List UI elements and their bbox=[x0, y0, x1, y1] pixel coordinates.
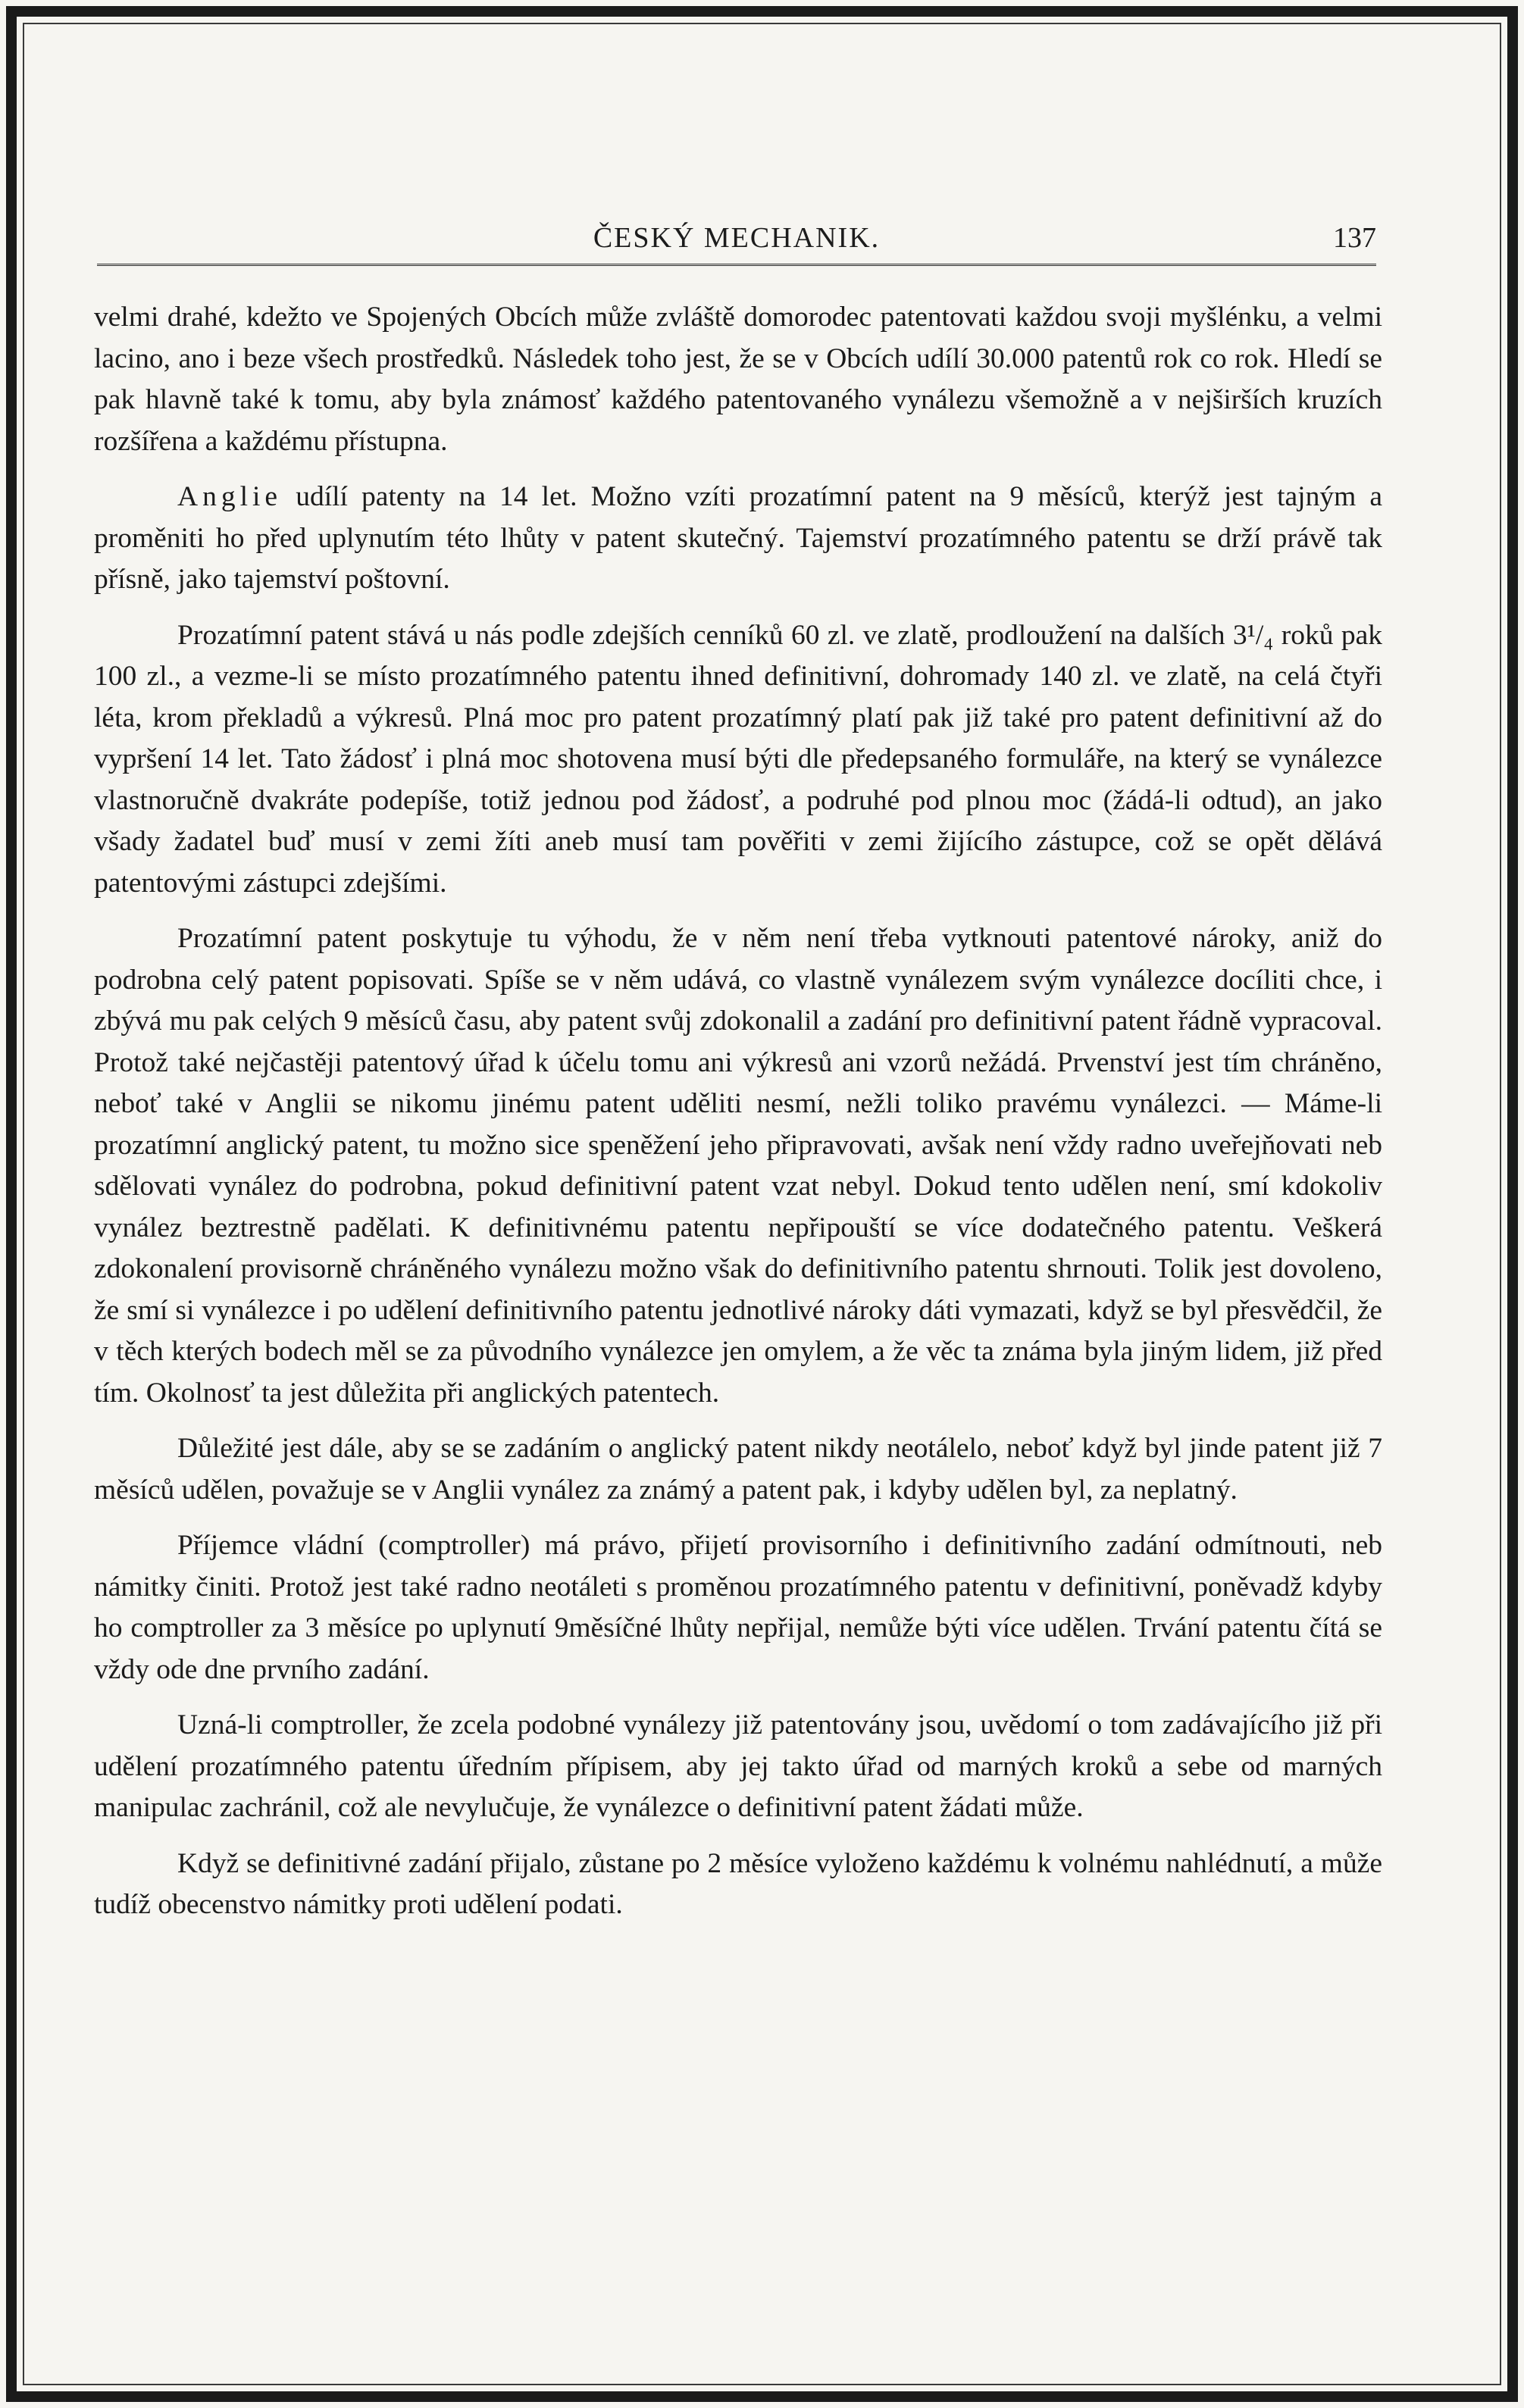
paragraph-text: Uzná-li comptroller, že zcela podobné vynálezy již patentovány jsou, uvědomí o tom zadávajícího již při udělení prozatímného patentu úředním přípisem, aby jej takto úřad od marných kroků a sebe od marných manipulac zachránil, což ale nevylučuje, že vynálezce o definitivní patent žádati může. bbox=[94, 1709, 1382, 1823]
paragraph bbox=[94, 1844, 1382, 1926]
paragraph bbox=[94, 1705, 1382, 1829]
paragraph-text: udílí patenty na 14 let. Možno vzíti prozatímní patent na 9 měsíců, kterýž jest tajným a proměniti ho před uplynutím této lhůty v patent skutečný. Tajemství prozatímného patentu se drží právě tak přísně, jako tajemství poštovní. bbox=[94, 481, 1382, 595]
article-body bbox=[94, 297, 1382, 1940]
paragraph-text: Prozatímní patent poskytuje tu výhodu, že v něm není třeba vytknouti patentové nároky, aniž do podrobna celý patent popisovati. Spíše se v něm udává, co vlastně vynálezem svým vynálezce docíliti chce, i zbývá mu pak celých 9 měsíců času, aby patent svůj zdokonalil a zadání pro definitivní patent řádně vypracoval. Protož také nejčastěji patentový úřad k účelu tomu ani výkresů ani vzorů nežádá. Prvenství jest tím chráněno, neboť také v Anglii se nikomu jinému patent uděliti nesmí, nežli toliko pravému vynálezci. — Máme-li prozatímní anglický patent, tu možno sice speněžení jeho připravovati, avšak není vždy radno uveřejňovati neb sdělovati vynález do podrobna, pokud definitivní patent vzat nebyl. Dokud tento udělen není, smí kdokoliv vynález beztrestně padělati. K definitivnému patentu nepřipouští se více dodatečného patentu. Veškerá zdokonalení provisorně chráněného vynálezu možno však do definitivního patentu shrnouti. Tolik jest dovoleno, že smí si vynálezce i po udělení definitivního patentu jednotlivé nároky dáti vymazati, když se byl přesvědčil, že v těch kterých bodech měl se za původního vynálezce jen omylem, a že věc ta známa byla jiným lidem, již před tím. Okolnosť ta jest důležita při anglických patentech. bbox=[94, 923, 1382, 1409]
paragraph bbox=[94, 615, 1382, 905]
paragraph-text: velmi drahé, kdežto ve Spojených Obcích může zvláště domorodec patentovati každou svoji myšlénku, a velmi lacino, ano i beze všech prostředků. Následek toho jest, že se v Obcích udílí 30.000 patentů rok co rok. Hledí se pak hlavně také k tomu, aby byla známosť každého patentovaného vynálezu všemožně a v nejširších kruzích rozšířena a každému přístupna. bbox=[94, 302, 1382, 457]
paragraph bbox=[94, 477, 1382, 601]
page-number: 137 bbox=[1333, 222, 1376, 254]
paragraph bbox=[94, 297, 1382, 462]
paragraph bbox=[94, 918, 1382, 1414]
header-rule bbox=[97, 264, 1376, 268]
page-header bbox=[97, 221, 1376, 258]
running-title: ČESKÝ MECHANIK. bbox=[593, 222, 881, 254]
paragraph-text: Když se definitivné zadání přijalo, zůstane po 2 měsíce vyloženo každému k volnému nahlédnutí, a může tudíž obecenstvo námitky proti udělení podati. bbox=[94, 1847, 1382, 1920]
paragraph-lead: Anglie bbox=[177, 481, 283, 512]
paragraph bbox=[94, 1428, 1382, 1511]
paragraph-text: Důležité jest dále, aby se se zadáním o anglický patent nikdy neotálelo, neboť když byl jinde patent již 7 měsíců udělen, považuje se v Anglii vynález za známý a patent pak, i kdyby udělen byl, za neplatný. bbox=[94, 1433, 1382, 1506]
paragraph bbox=[94, 1525, 1382, 1690]
paragraph-text: Příjemce vládní (comptroller) má právo, přijetí provisorního i definitivního zadání odmítnouti, neb námitky činiti. Protož jest také radno neotáleti s proměnou prozatímného patentu v definitivní, poněvadž kdyby ho comptroller za 3 měsíce po uplynutí 9měsíčné lhůty nepřijal, nemůže býti více udělen. Trvání patentu čítá se vždy ode dne prvního zadání. bbox=[94, 1530, 1382, 1685]
paragraph-text: Prozatímní patent stává u nás podle zdejších cenníků 60 zl. ve zlatě, prodloužení na dalších 3¹/₄ roků pak 100 zl., a vezme-li se místo prozatímného patentu ihned definitivní, dohromady 140 zl. ve zlatě, na celá čtyři léta, krom překladů a výkresů. Plná moc pro patent prozatímný platí pak již také pro patent definitivní až do vypršení 14 let. Tato žádosť i plná moc shotovena musí býti dle předepsaného formuláře, na který se vynálezce vlastnoručně dvakráte podepíše, totiž jednou pod žádosť, a podruhé pod plnou moc (žádá-li odtud), an jako všady žadatel buď musí v zemi žíti aneb musí tam pověřiti v zemi žijícího zástupce, což se opět dělává patentovými zástupci zdejšími. bbox=[94, 619, 1382, 899]
